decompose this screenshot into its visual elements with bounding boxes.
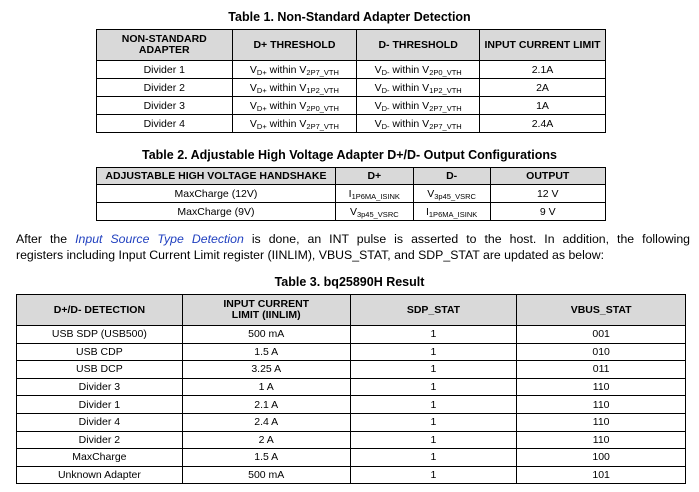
adapter-cell: Divider 1 [97, 61, 233, 79]
dplus-threshold-cell [232, 61, 357, 79]
paragraph-text-rest: is done, an INT pulse is asserted to the host. In addition, the following [243, 232, 691, 246]
table2-header-handshake: ADJUSTABLE HIGH VOLTAGE HANDSHAKE [97, 168, 336, 185]
detection-cell: MaxCharge [17, 449, 183, 467]
input-current-limit-cell: 1A [480, 97, 606, 115]
table1-header-adapter: NON-STANDARD ADAPTER [97, 30, 233, 61]
sdp-stat-cell: 1 [350, 466, 517, 484]
dminus-threshold-cell [357, 79, 480, 97]
table3-header-limit: INPUT CURRENT LIMIT (IINLIM) [182, 295, 350, 326]
dplus-subscript: D+ [256, 103, 267, 113]
dminus-within: within V [389, 63, 430, 76]
dminus-symbol: I [425, 205, 429, 218]
dminus-config-cell [413, 185, 490, 203]
body-paragraph [16, 231, 690, 263]
table-row [17, 449, 686, 467]
dminus-symbol: V [374, 117, 382, 130]
vbus-stat-cell: 110 [517, 396, 686, 414]
table3-caption: Table 3. bq25890H Result [274, 275, 425, 289]
dminus-within: within V [389, 117, 430, 130]
dminus-threshold-cell [357, 97, 480, 115]
table1 [96, 29, 606, 133]
handshake-cell: MaxCharge (12V) [97, 185, 336, 203]
dminus-subscript: D- [381, 85, 390, 95]
table2-header-output: OUTPUT [490, 168, 605, 185]
detection-cell: USB CDP [17, 343, 183, 361]
dplus-config-cell [335, 185, 413, 203]
dminus-threshold-subscript: 2P7_VTH [429, 121, 462, 131]
dplus-threshold-cell [232, 97, 357, 115]
detection-cell: Divider 3 [17, 378, 183, 396]
dplus-threshold-subscript: 2P7_VTH [306, 121, 339, 131]
input-current-limit-cell: 2A [480, 79, 606, 97]
dminus-within: within V [389, 99, 430, 112]
dplus-symbol: V [249, 81, 257, 94]
sdp-stat-cell: 1 [350, 326, 517, 344]
vbus-stat-cell: 100 [517, 449, 686, 467]
table-row [97, 203, 606, 221]
input-current-limit-cell: 3.25 A [182, 361, 350, 379]
table-row [97, 185, 606, 203]
table2-header-dplus: D+ [335, 168, 413, 185]
table-row [97, 79, 606, 97]
dplus-subscript: 3p45_VSRC [356, 209, 399, 219]
sdp-stat-cell: 1 [350, 378, 517, 396]
dminus-subscript: 3p45_VSRC [434, 191, 476, 201]
input-current-limit-cell: 2 A [182, 431, 350, 449]
table-row [97, 115, 606, 133]
detection-cell: Unknown Adapter [17, 466, 183, 484]
dplus-threshold-cell [232, 79, 357, 97]
sdp-stat-cell: 1 [350, 396, 517, 414]
dminus-subscript: D- [381, 67, 390, 77]
dplus-within: within V [266, 63, 307, 76]
dplus-subscript: D+ [256, 85, 267, 95]
input-current-limit-cell: 500 mA [182, 466, 350, 484]
table3-header-vbus: VBUS_STAT [517, 295, 686, 326]
table-row [17, 396, 686, 414]
vbus-stat-cell: 010 [517, 343, 686, 361]
dminus-symbol: V [427, 187, 435, 200]
dminus-threshold-cell [357, 115, 480, 133]
dplus-within: within V [266, 81, 307, 94]
dplus-subscript: D+ [256, 67, 267, 77]
adapter-cell: Divider 4 [97, 115, 233, 133]
sdp-stat-cell: 1 [350, 343, 517, 361]
table-row [17, 326, 686, 344]
table2-header-dminus: D- [413, 168, 490, 185]
dplus-symbol: V [249, 117, 257, 130]
input-current-limit-cell: 500 mA [182, 326, 350, 344]
input-current-limit-cell: 2.1 A [182, 396, 350, 414]
paragraph-line1 [16, 231, 690, 247]
dplus-within: within V [266, 117, 307, 130]
detection-cell: USB DCP [17, 361, 183, 379]
dplus-threshold-subscript: 1P2_VTH [306, 85, 339, 95]
table1-caption: Table 1. Non-Standard Adapter Detection [228, 10, 471, 24]
table2-caption: Table 2. Adjustable High Voltage Adapter D+/D- Output Configurations [142, 148, 557, 162]
vbus-stat-cell: 011 [517, 361, 686, 379]
dplus-subscript: D+ [256, 121, 267, 131]
vbus-stat-cell: 110 [517, 413, 686, 431]
dplus-symbol: V [249, 99, 257, 112]
table-row [17, 343, 686, 361]
input-current-limit-cell: 2.1A [480, 61, 606, 79]
table-row [17, 361, 686, 379]
handshake-cell: MaxCharge (9V) [97, 203, 336, 221]
dminus-symbol: V [374, 99, 382, 112]
paragraph-line2: registers including Input Current Limit register (IINLIM), VBUS_STAT, and SDP_STAT are updated as below: [16, 248, 604, 262]
dplus-symbol: V [249, 63, 257, 76]
detection-cell: Divider 2 [17, 431, 183, 449]
dminus-subscript: D- [381, 103, 390, 113]
vbus-stat-cell: 110 [517, 431, 686, 449]
table-row [17, 378, 686, 396]
table3 [16, 294, 686, 484]
vbus-stat-cell: 001 [517, 326, 686, 344]
dplus-config-cell [335, 203, 413, 221]
dminus-threshold-subscript: 2P7_VTH [429, 103, 462, 113]
vbus-stat-cell: 110 [517, 378, 686, 396]
table3-header-detection: D+/D- DETECTION [17, 295, 183, 326]
vbus-stat-cell: 101 [517, 466, 686, 484]
adapter-cell: Divider 3 [97, 97, 233, 115]
dplus-symbol: V [349, 205, 357, 218]
dminus-threshold-cell [357, 61, 480, 79]
sdp-stat-cell: 1 [350, 361, 517, 379]
dminus-subscript: 1P6MA_ISINK [428, 209, 478, 219]
output-cell: 9 V [490, 203, 605, 221]
detection-cell: Divider 4 [17, 413, 183, 431]
output-cell: 12 V [490, 185, 605, 203]
table1-header-dminus: D- THRESHOLD [357, 30, 480, 61]
sdp-stat-cell: 1 [350, 431, 517, 449]
sdp-stat-cell: 1 [350, 413, 517, 431]
dminus-config-cell [413, 203, 490, 221]
input-current-limit-cell: 2.4 A [182, 413, 350, 431]
dminus-symbol: V [374, 63, 382, 76]
table2 [96, 167, 606, 221]
input-current-limit-cell: 1 A [182, 378, 350, 396]
dplus-within: within V [266, 99, 307, 112]
input-current-limit-cell: 1.5 A [182, 449, 350, 467]
input-source-type-detection-link[interactable]: Input Source Type Detection [75, 232, 244, 246]
table-row [97, 61, 606, 79]
dminus-symbol: V [374, 81, 382, 94]
sdp-stat-cell: 1 [350, 449, 517, 467]
table1-header-dplus: D+ THRESHOLD [232, 30, 357, 61]
dminus-within: within V [389, 81, 430, 94]
dplus-threshold-subscript: 2P7_VTH [306, 67, 339, 77]
table1-header-limit: INPUT CURRENT LIMIT [480, 30, 606, 61]
dplus-symbol: I [348, 187, 352, 200]
detection-cell: Divider 1 [17, 396, 183, 414]
dminus-threshold-subscript: 2P0_VTH [429, 67, 462, 77]
table-row [17, 466, 686, 484]
input-current-limit-cell: 2.4A [480, 115, 606, 133]
detection-cell: USB SDP (USB500) [17, 326, 183, 344]
table-row [97, 97, 606, 115]
input-current-limit-cell: 1.5 A [182, 343, 350, 361]
adapter-cell: Divider 2 [97, 79, 233, 97]
dminus-threshold-subscript: 1P2_VTH [429, 85, 462, 95]
dminus-subscript: D- [381, 121, 390, 131]
paragraph-text-start: After the [16, 232, 76, 246]
table3-header-sdp: SDP_STAT [350, 295, 517, 326]
dplus-threshold-cell [232, 115, 357, 133]
dplus-threshold-subscript: 2P0_VTH [306, 103, 339, 113]
table-row [17, 413, 686, 431]
dplus-subscript: 1P6MA_ISINK [351, 191, 400, 201]
table-row [17, 431, 686, 449]
